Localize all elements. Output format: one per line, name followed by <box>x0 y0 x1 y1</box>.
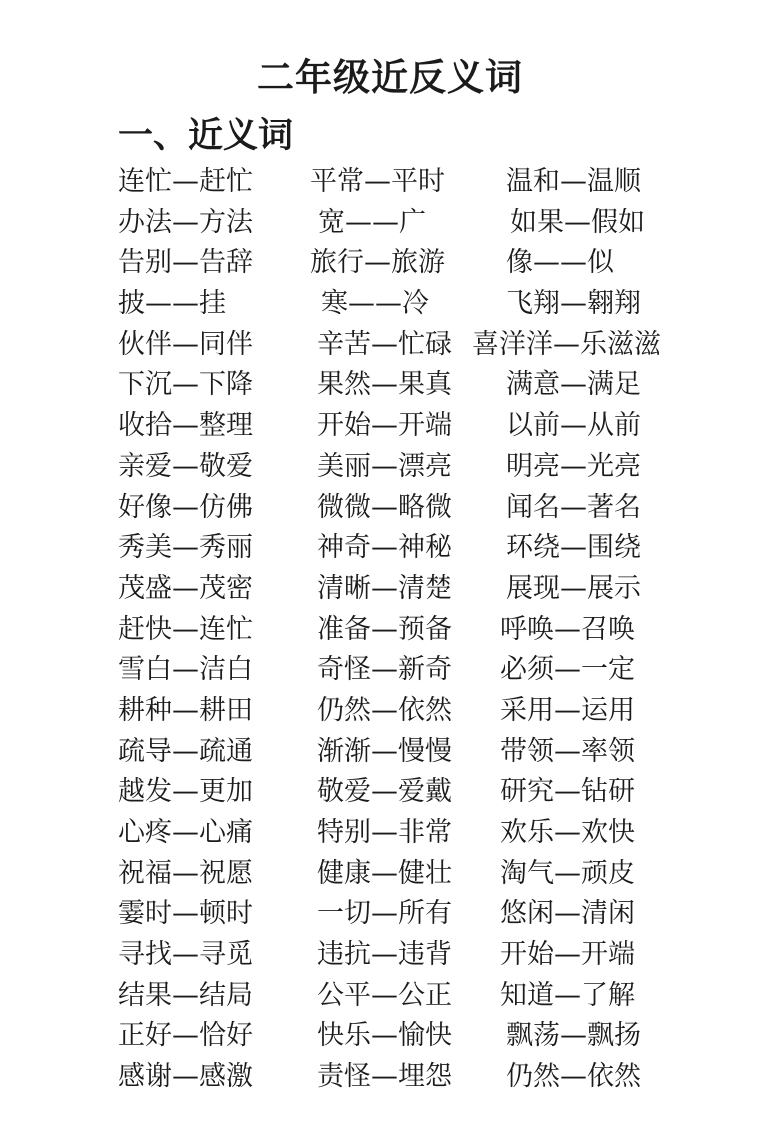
word-pair: 清晰—清楚 <box>317 572 452 604</box>
word-pair: 寒——冷 <box>321 288 429 320</box>
word-pair: 飘荡—飘扬 <box>506 1020 641 1052</box>
word-pair-row <box>0 610 780 651</box>
word-pair: 神奇—神秘 <box>317 532 452 564</box>
word-pair: 收拾—整理 <box>118 410 253 442</box>
word-pair-row <box>0 569 780 610</box>
word-pair: 伙伴—同伴 <box>118 328 253 360</box>
word-pair: 旅行—旅游 <box>310 247 445 279</box>
word-pair: 明亮—光亮 <box>506 450 641 482</box>
word-pair-row <box>0 772 780 813</box>
word-pair: 快乐—愉快 <box>317 1020 452 1052</box>
section-heading: 一、近义词 <box>118 116 294 156</box>
word-pair-row <box>0 691 780 732</box>
word-pair: 寻找—寻觅 <box>118 939 253 971</box>
word-pair: 特别—非常 <box>317 817 452 848</box>
word-pair: 满意—满足 <box>506 369 641 401</box>
word-pair: 感谢—感激 <box>118 1061 253 1093</box>
word-pair-row <box>0 650 780 691</box>
word-pair: 飞翔—翱翔 <box>506 288 641 320</box>
word-pair-row <box>0 406 780 447</box>
word-pair: 准备—预备 <box>317 613 452 645</box>
word-pair-row <box>0 365 780 406</box>
word-pair: 研究—钻研 <box>500 776 635 808</box>
word-pair: 展现—展示 <box>506 572 641 604</box>
word-pair: 越发—更加 <box>118 776 253 808</box>
word-pair: 以前—从前 <box>506 410 641 442</box>
word-pair: 环绕—围绕 <box>506 532 641 564</box>
word-pair: 渐渐—慢慢 <box>317 735 452 767</box>
word-pair: 仍然—依然 <box>317 694 452 726</box>
word-pair: 温和—温顺 <box>506 166 641 197</box>
word-pair: 告别—告辞 <box>118 247 253 279</box>
word-pair: 心疼—心痛 <box>118 817 253 848</box>
word-pair: 果然—果真 <box>317 369 452 401</box>
word-pair: 下沉—下降 <box>118 369 253 401</box>
word-pair: 茂盛—茂密 <box>118 572 253 604</box>
word-pair: 好像—仿佛 <box>118 491 253 523</box>
word-pair-row <box>0 243 780 284</box>
word-pair: 办法—方法 <box>118 206 253 238</box>
word-pair-row <box>0 976 780 1017</box>
word-pair-row <box>0 732 780 773</box>
word-pair-row <box>0 162 780 203</box>
word-pair: 像——似 <box>506 247 614 279</box>
word-pair: 耕种—耕田 <box>118 694 253 726</box>
word-pair: 秀美—秀丽 <box>118 532 253 564</box>
word-pair: 淘气—顽皮 <box>500 857 635 889</box>
word-pair: 奇怪—新奇 <box>317 654 452 686</box>
word-pair: 闻名—著名 <box>506 491 641 523</box>
word-pair: 正好—恰好 <box>118 1020 253 1052</box>
word-pair: 辛苦—忙碌 <box>317 328 452 360</box>
word-pair-row <box>0 528 780 569</box>
word-pair: 结果—结局 <box>118 979 253 1011</box>
word-pair: 如果—假如 <box>510 206 645 238</box>
word-pair: 采用—运用 <box>500 694 635 726</box>
word-pair: 雪白—洁白 <box>118 654 253 686</box>
word-pair: 违抗—违背 <box>317 939 452 971</box>
word-pair-row <box>0 1016 780 1057</box>
word-pair: 敬爱—爱戴 <box>317 776 452 808</box>
word-pair: 责怪—埋怨 <box>317 1061 452 1093</box>
word-pair: 赶快—连忙 <box>118 613 253 645</box>
word-pair-row <box>0 284 780 325</box>
word-pair: 带领—率领 <box>500 735 635 767</box>
word-pair: 平常—平时 <box>310 166 445 197</box>
word-pair-row <box>0 813 780 854</box>
word-pair: 健康—健壮 <box>317 857 452 889</box>
word-pair: 悠闲—清闲 <box>500 898 635 930</box>
word-pair: 美丽—漂亮 <box>317 450 452 482</box>
word-pair: 呼唤—召唤 <box>500 613 635 645</box>
word-pair: 疏导—疏通 <box>118 735 253 767</box>
word-pair-row <box>0 894 780 935</box>
word-pair: 微微—略微 <box>317 491 452 523</box>
word-pair-row <box>0 935 780 976</box>
word-pair: 必须—一定 <box>500 654 635 686</box>
word-pair-row <box>0 1057 780 1098</box>
word-pair-row <box>0 854 780 895</box>
word-pair: 喜洋洋—乐滋滋 <box>472 328 661 360</box>
word-pair: 祝福—祝愿 <box>118 857 253 889</box>
word-pair-row <box>0 325 780 366</box>
word-pair-grid <box>0 162 780 1098</box>
word-pair: 开始—开端 <box>317 410 452 442</box>
word-pair: 亲爱—敬爱 <box>118 450 253 482</box>
word-pair: 知道—了解 <box>500 979 635 1011</box>
word-pair: 宽——广 <box>318 206 426 238</box>
word-pair: 开始—开端 <box>500 939 635 971</box>
word-pair-row <box>0 488 780 529</box>
word-pair: 披——挂 <box>118 288 226 320</box>
word-pair: 仍然—依然 <box>506 1061 641 1093</box>
word-pair-row <box>0 203 780 244</box>
word-pair: 霎时—顿时 <box>118 898 253 930</box>
page-title: 二年级近反义词 <box>257 56 523 99</box>
word-pair: 欢乐—欢快 <box>500 817 635 848</box>
word-pair: 一切—所有 <box>317 898 452 930</box>
word-pair: 连忙—赶忙 <box>118 166 253 197</box>
word-pair-row <box>0 447 780 488</box>
word-pair: 公平—公正 <box>317 979 452 1011</box>
